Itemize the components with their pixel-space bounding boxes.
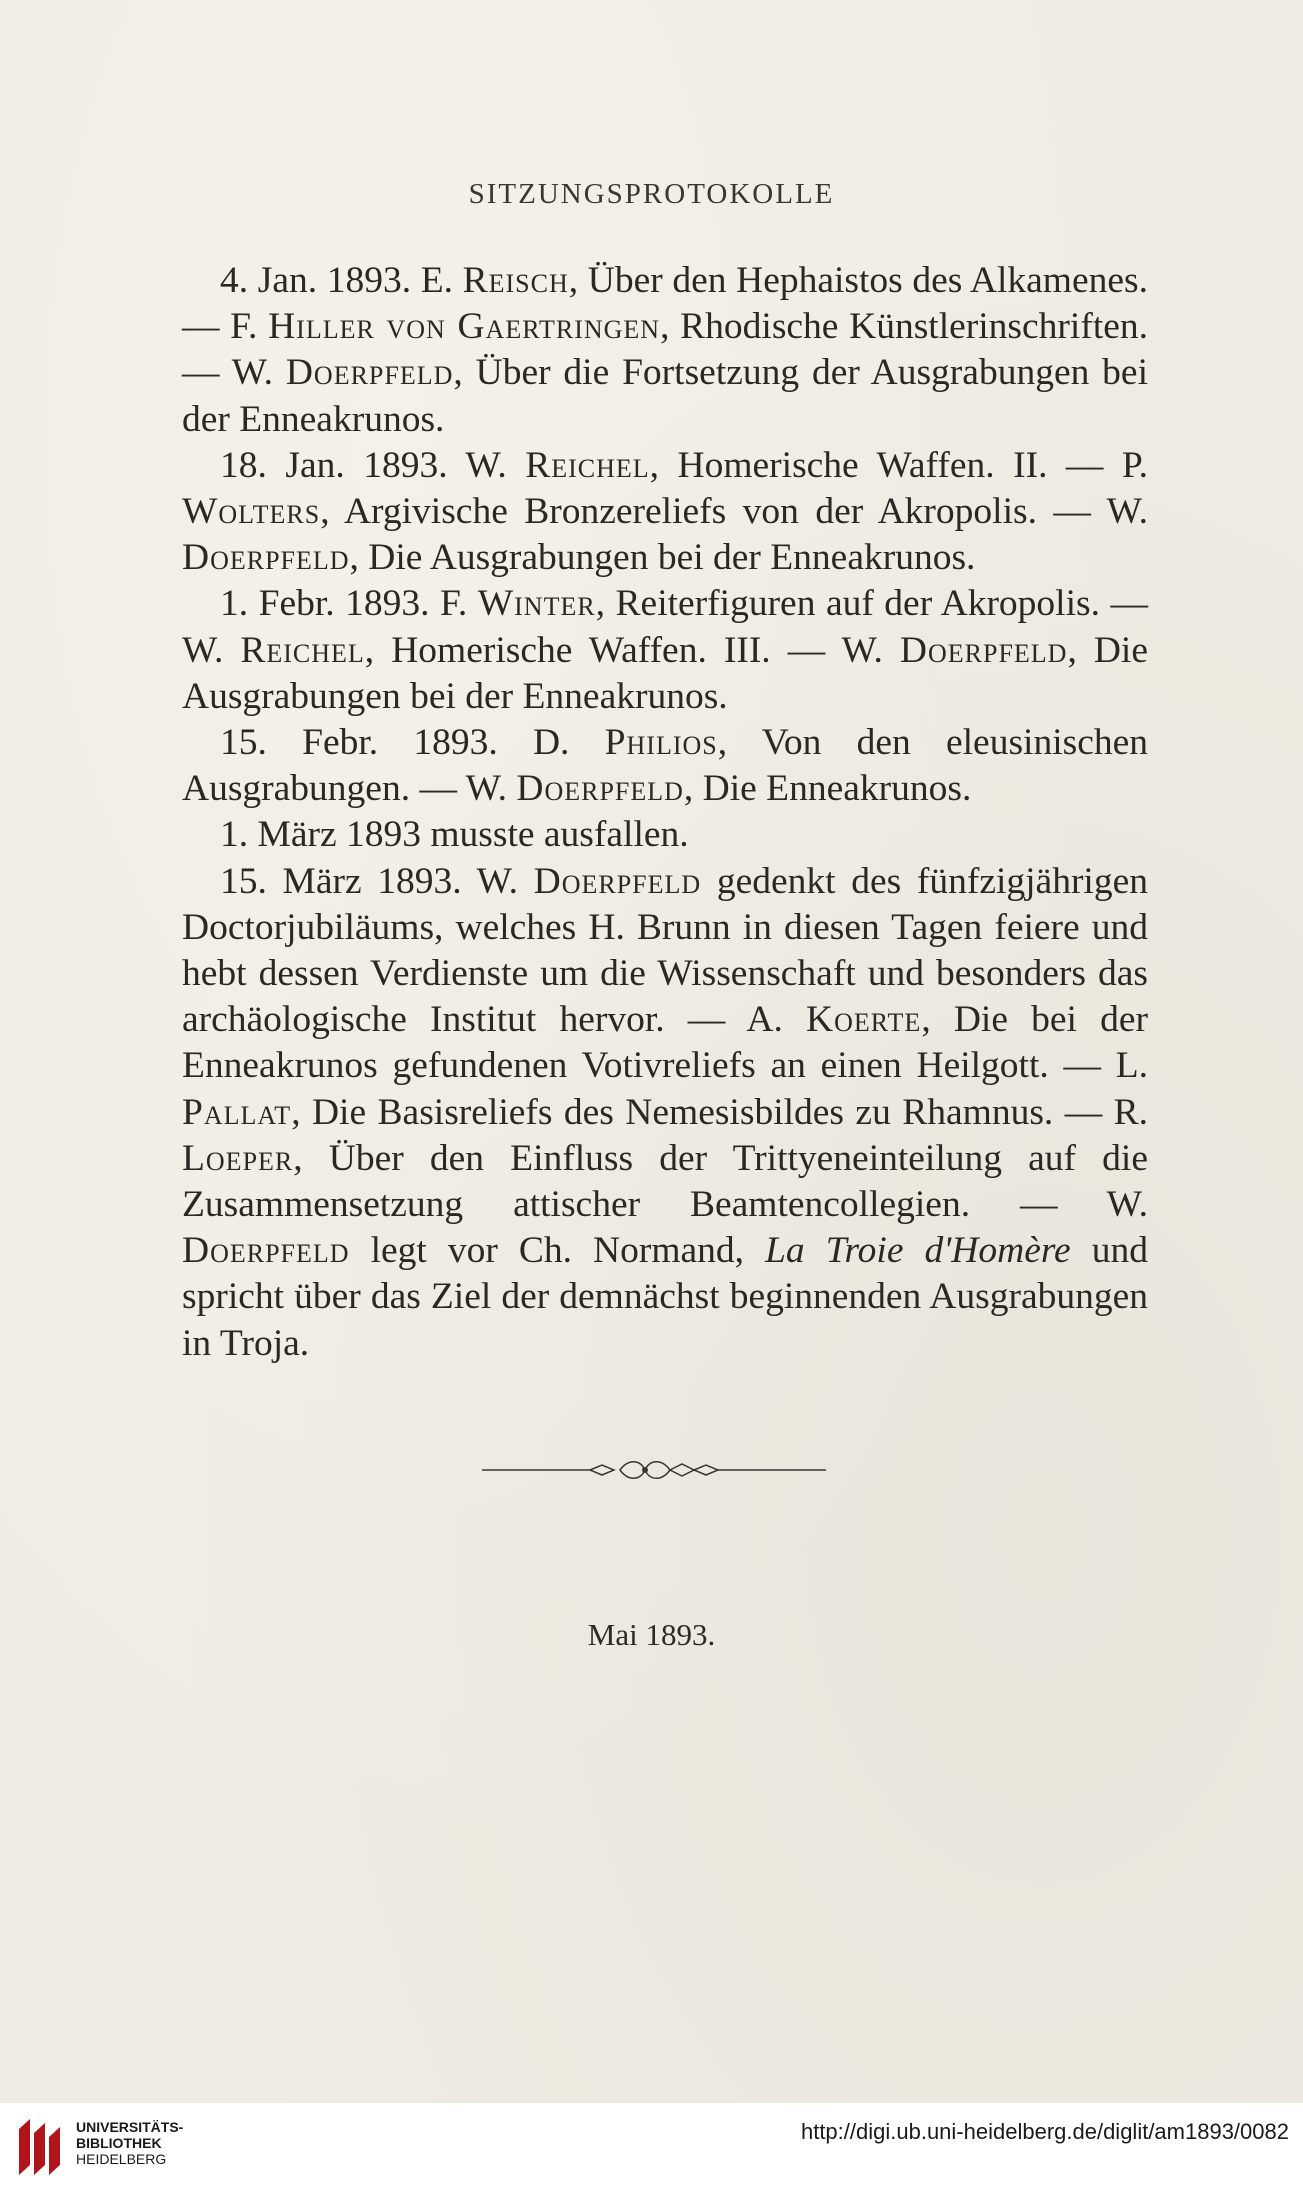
protocol-entry: 4. Jan. 1893. E. Reisch, Über den Hephaistos des Alkamenes. — F. Hiller von Gaertringen, Rhodische Künstlerinschriften. — W. Doerpfeld, Über die Fortsetzung der Ausgrabungen bei der Enneakrunos. xyxy=(182,260,1149,440)
author-name: Pallat xyxy=(182,1091,292,1133)
author-name: Koerte xyxy=(806,999,922,1041)
author-name: Reichel xyxy=(525,444,650,486)
author-name: Wolters xyxy=(182,491,321,533)
protocol-entry: 15. März 1893. W. Doerpfeld gedenkt des fünfzigjährigen Doctorjubiläums, welches H. Brunn in diesen Tagen feiere und hebt dessen Verdienste um die Wissenschaft und besonders das archäologische Institut hervor. — A. Koerte, Die bei der Enneakrunos gefundenen Votivreliefs an einen Heilgott. — L. Pallat, Die Basisreliefs des Nemesisbildes zu Rhamnus. — R. Loeper, Über den Einfluss der Trittyeneinteilung auf die Zusammensetzung attischer Beamtencollegien. — W. Doerpfeld legt vor Ch. Normand, La Troie d'Homère und spricht über das Ziel der demnächst beginnenden Ausgrabungen in Troja. xyxy=(182,860,1149,1364)
running-head: SITZUNGSPROTOKOLLE xyxy=(468,178,835,210)
protocol-entry: 1. Febr. 1893. F. Winter, Reiterfiguren auf der Akropolis. — W. Reichel, Homerische Waffen. III. — W. Doerpfeld, Die Ausgrabungen bei der Enneakrunos. xyxy=(182,583,1148,717)
author-name: Philios xyxy=(604,722,718,764)
protocol-entry: 15. Febr. 1893. D. Philios, Von den eleusinischen Ausgrabungen. — W. Doerpfeld, Die Enneakrunos. xyxy=(182,722,1149,810)
footer-bar xyxy=(0,2103,1303,2193)
ornament-divider xyxy=(480,1455,830,1485)
author-name: Doerpfeld xyxy=(899,629,1068,671)
author-name: Doerpfeld xyxy=(516,768,684,810)
library-logo-icon xyxy=(14,2115,64,2181)
author-name: Reichel xyxy=(240,629,365,671)
author-name: Doerpfeld xyxy=(285,352,454,394)
author-name: Winter xyxy=(477,583,596,625)
author-name: Doerpfeld xyxy=(182,537,350,579)
library-name: UNIVERSITÄTS- BIBLIOTHEK HEIDELBERG xyxy=(76,2119,184,2167)
protocol-text xyxy=(182,258,1148,1367)
book-title: La Troie d'Homère xyxy=(765,1230,1071,1272)
source-url-link[interactable]: http://digi.ub.uni-heidelberg.de/diglit/am1893/0082 xyxy=(800,2119,1289,2144)
protocol-entry: 1. März 1893 musste ausfallen. xyxy=(220,814,689,856)
author-name: Hiller von Gaertringen xyxy=(268,306,661,348)
author-name: Reisch xyxy=(462,260,569,301)
protocol-entry: 18. Jan. 1893. W. Reichel, Homerische Waffen. II. — P. Wolters, Argivische Bronzereliefs von der Akropolis. — W. Doerpfeld, Die Ausgrabungen bei der Enneakrunos. xyxy=(182,444,1148,579)
author-name: Loeper xyxy=(182,1137,294,1179)
author-name: Doerpfeld xyxy=(533,860,702,902)
date-line: Mai 1893. xyxy=(587,1617,716,1652)
author-name: Doerpfeld xyxy=(182,1230,350,1272)
